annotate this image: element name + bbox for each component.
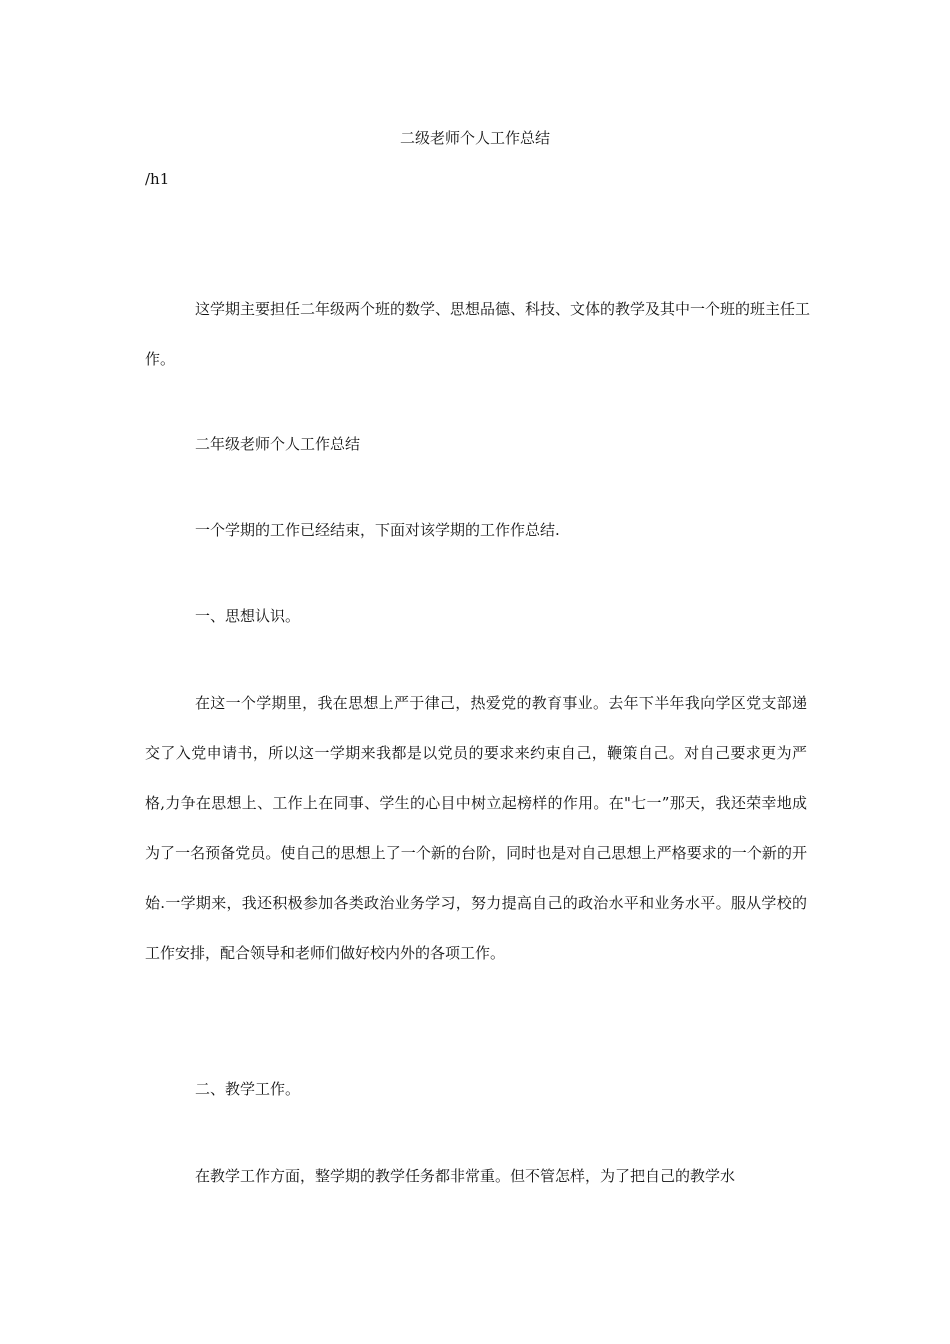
section-heading-teaching: 二、教学工作。 (195, 1080, 301, 1098)
document-title: 二级老师个人工作总结 (399, 129, 550, 147)
section-heading-thought: 一、思想认识。 (195, 607, 301, 625)
paragraph-subtitle: 二年级老师个人工作总结 (195, 435, 361, 453)
paragraph-teaching-body: 在教学工作方面，整学期的教学任务都非常重。但不管怎样，为了把自己的教学水 (195, 1167, 736, 1185)
paragraph-intro: 这学期主要担任二年级两个班的数学、思想品德、科技、文体的教学及其中一个班的班主任工作。 (145, 300, 811, 368)
heading-tag-text: /h1 (145, 170, 170, 188)
paragraph-thought-body: 在这一个学期里，我在思想上严于律己，热爱党的教育事业。去年下半年我向学区党支部递交了入党申请书，所以这一学期来我都是以党员的要求来约束自己，鞭策自己。对自己要求更为严格,力争在思想上、工作上在同事、学生的心目中树立起榜样的作用。在"七一”那天，我还荣幸地成为了一名预备党员。使自己的思想上了一个新的台阶，同时也是对自己思想上严格要求的一个新的开始.一学期来，我还积极参加各类政治业务学习，努力提高自己的政治水平和业务水平。服从学校的工作安排，配合领导和老师们做好校内外的各项工作。 (145, 694, 807, 962)
paragraph-summary-lead: 一个学期的工作已经结束，下面对该学期的工作作总结. (195, 521, 560, 539)
